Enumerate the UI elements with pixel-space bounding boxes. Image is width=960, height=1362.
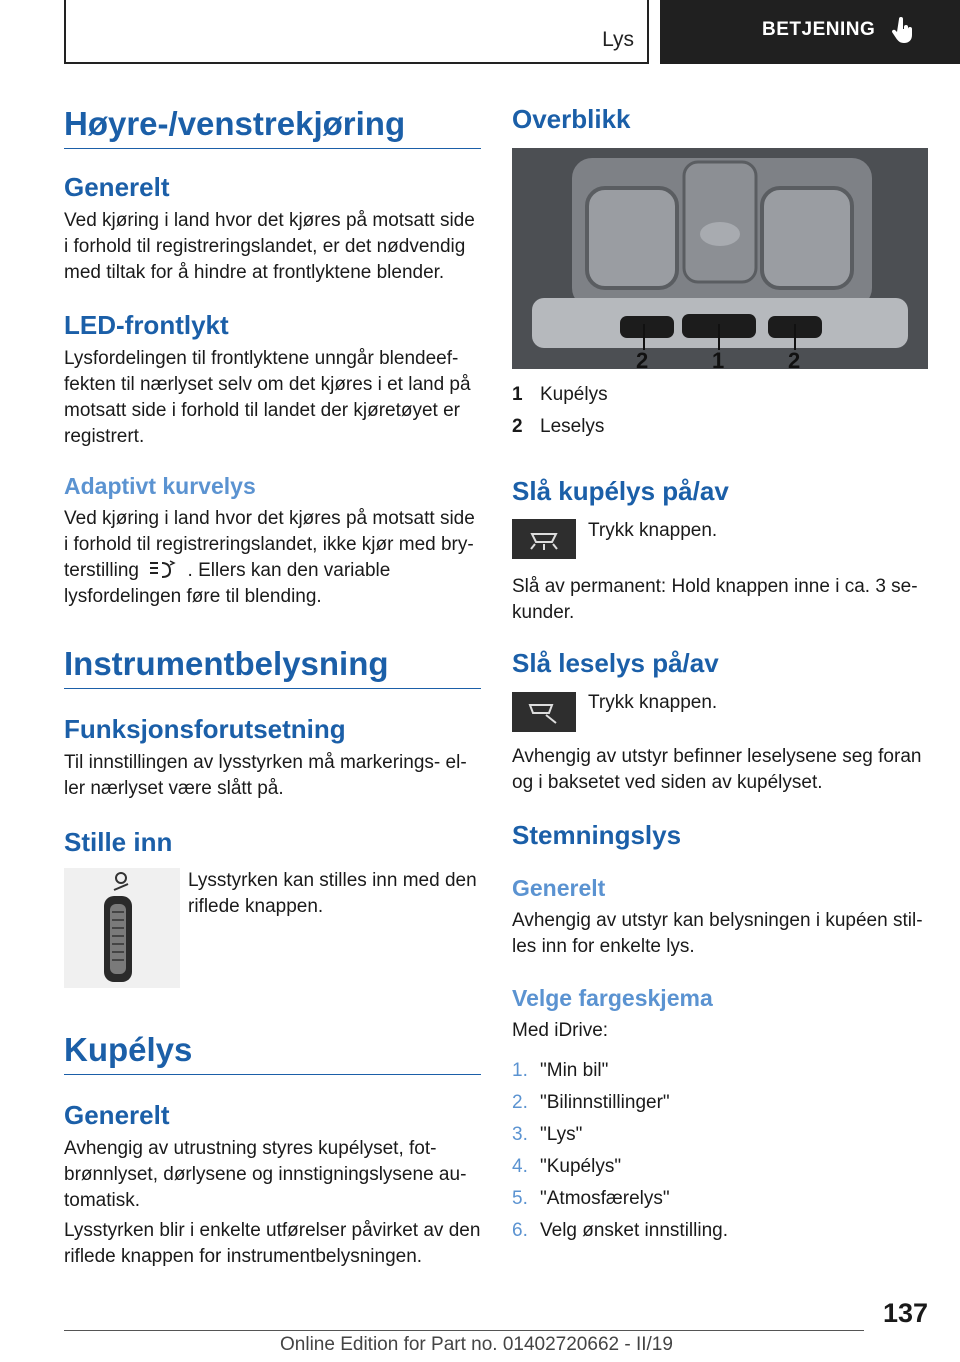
paragraph-led: Lysfordelingen til frontlyktene unngår blendeeffekten til nærlyset selv om det kjøres i et land på motsatt side i forhold til landet der kjøretøyet er registrert. [64,348,471,447]
footer-edition: Online Edition for Part no. 01402720662 - II/19 [280,1334,673,1355]
heading-funksjon: Funksjonsforutsetning [64,714,346,744]
paragraph-stille-inn: Lysstyrken kan stilles inn med den riflede knappen. [188,870,477,917]
step-text: "Atmosfærelys" [540,1188,670,1209]
interior-light-button-image [512,519,576,559]
heading-leselys-onoff: Slå leselys på/av [512,648,719,678]
paragraph-press-button: Trykk knappen. [588,520,718,541]
section-rule [64,1030,481,1075]
step-text: "Kupélys" [540,1156,622,1177]
heading-generelt: Generelt [64,172,170,202]
legend-item [512,382,928,408]
legend-number: 1 [512,384,523,405]
step-text: "Min bil" [540,1060,609,1081]
step-item [512,1090,928,1116]
reading-light-icon [522,699,566,725]
step-text: "Lys" [540,1124,583,1145]
header-chapter-tab [660,0,960,64]
step-item [512,1186,928,1212]
header-chapter-title: BETJENING [762,19,876,40]
pointing-hand-icon [891,17,915,45]
step-number: 6. [512,1220,528,1241]
footer-rule [64,1330,864,1331]
header-section-title: Lys [602,28,634,51]
page-number: 137 [882,1298,928,1328]
heading-velge-fargeskjema: Velge fargeskjema [512,985,713,1011]
step-text: Velg ønsket innstilling. [540,1220,728,1241]
step-number: 3. [512,1124,528,1145]
dimmer-wheel-image [64,868,180,988]
step-number: 1. [512,1060,528,1081]
step-number: 5. [512,1188,528,1209]
heading-drive-side: Høyre-/venstrekjøring [64,105,406,142]
paragraph-generelt-2a: Avhengig av utrustning styres kupélyset, fotbrønnlyset, dørlysene og innstigningslysene automatisk. [64,1138,467,1211]
section-rule [64,104,481,149]
legend-text: Kupélys [540,384,608,405]
heading-stemningslys: Stemningslys [512,820,682,850]
step-item [512,1058,928,1084]
heading-adaptive: Adaptivt kurvelys [64,473,256,499]
photo-label: 1 [712,348,725,369]
step-number: 4. [512,1156,528,1177]
paragraph-press-button-2: Trykk knappen. [588,692,718,713]
heading-generelt-2: Generelt [64,1100,170,1130]
headlight-swivel-icon [148,559,178,579]
photo-label: 2 [636,348,649,369]
paragraph-generelt-3: Avhengig av utstyr kan belysningen i kupéen stilles inn for enkelte lys. [512,910,923,957]
section-rule [64,644,481,689]
legend-text: Leselys [540,416,605,437]
reading-light-button-image [512,692,576,732]
paragraph-adaptive [64,506,481,610]
step-text: "Bilinnstillinger" [540,1092,670,1113]
heading-overblikk: Overblikk [512,104,631,134]
heading-instrument: Instrumentbelysning [64,645,389,682]
interior-light-icon [522,526,566,552]
heading-led: LED-frontlykt [64,310,229,340]
step-item [512,1218,928,1244]
paragraph-kupe-permanent: Slå av permanent: Hold knappen inne i ca. 3 sekunder. [512,576,918,623]
adaptive-text-end: . Ellers kan den variable lysfordelingen føre til blending. [64,560,391,607]
step-item [512,1122,928,1148]
heading-kupelys-onoff: Slå kupélys på/av [512,476,729,506]
legend-item [512,414,928,440]
paragraph-leselys: Avhengig av utstyr befinner leselysene seg foran og i baksetet ved siden av kupélyset. [512,746,922,793]
ceiling-console-illustration [512,148,928,369]
photo-label: 2 [788,348,801,369]
heading-kupelys: Kupélys [64,1031,193,1068]
paragraph-idrive: Med iDrive: [512,1020,609,1041]
heading-stille-inn: Stille inn [64,827,173,857]
legend-number: 2 [512,416,523,437]
adaptive-text-start: Ved kjøring i land hvor det kjøres på motsatt side i forhold til registreringslandet, ikke kjør med bryterstilling [64,508,475,581]
paragraph-generelt-2b: Lysstyrken blir i enkelte utførelser påvirket av den riflede knappen for instrumentbelysningen. [64,1220,481,1267]
heading-generelt-3: Generelt [512,875,606,901]
paragraph-funksjon: Til innstillingen av lysstyrken må markerings- eller nærlyset være slått på. [64,752,467,799]
step-number: 2. [512,1092,528,1113]
ceiling-console-photo [512,148,928,369]
header-frame [64,0,649,64]
dimmer-wheel-icon [64,868,180,988]
paragraph-generelt: Ved kjøring i land hvor det kjøres på motsatt side i forhold til registreringslandet, er det nødvendig med tiltak for å hindre at frontlyktene blender. [64,210,475,283]
step-item [512,1154,928,1180]
